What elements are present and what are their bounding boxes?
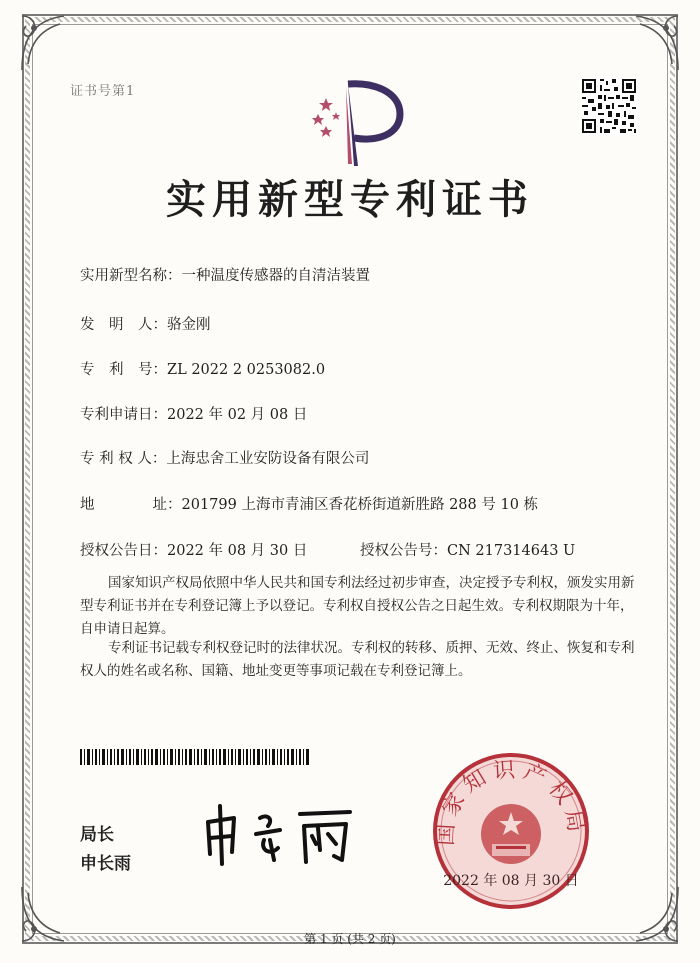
barcode-icon <box>80 749 310 765</box>
field-label: 地 址： <box>80 497 182 513</box>
field-value: 201799 上海市青浦区香花桥街道新胜路 288 号 10 栋 <box>181 497 539 513</box>
field-value: 一种温度传感器的自清洁装置 <box>181 268 370 284</box>
statement-paragraph: 国家知识产权局依照中华人民共和国专利法经过初步审查，决定授予专利权，颁发实用新型专利证书并在专利登记簿上予以登记。专利权自授权公告之日起生效。专利权期限为十年，自申请日起算。 <box>80 575 635 637</box>
field-grant-number <box>360 539 575 560</box>
field-value: CN 217314643 U <box>447 543 576 559</box>
field-patentee <box>80 447 369 468</box>
seal-arc-text: 国家知识产权局 <box>433 757 590 847</box>
field-filing-date <box>80 403 307 424</box>
field-patent-number <box>80 358 325 379</box>
field-label: 发 明 人： <box>80 317 167 333</box>
page-number-footer: 第 1 页 (共 2 页) <box>304 932 396 946</box>
field-label: 实用新型名称： <box>80 268 182 284</box>
cnipa-logo-icon <box>296 78 408 170</box>
field-utility-model-name <box>80 264 370 285</box>
qr-code-icon <box>580 77 638 135</box>
signer-name: 申长雨 <box>80 854 131 874</box>
official-seal <box>430 750 592 912</box>
field-grant-date <box>80 539 307 560</box>
corner-ornament-icon <box>14 8 84 78</box>
handwritten-signature <box>200 800 360 870</box>
signer-title: 局长 <box>80 825 114 845</box>
field-value: 上海忠舍工业安防设备有限公司 <box>166 451 370 467</box>
field-label: 专利申请日： <box>80 407 167 423</box>
field-label: 授权公告日： <box>80 543 167 559</box>
seal-date: 2022 年 08 月 30 日 <box>443 873 579 889</box>
field-value: ZL 2022 2 0253082.0 <box>167 362 326 378</box>
field-value: 骆金刚 <box>167 317 211 333</box>
field-address <box>80 493 538 514</box>
corner-ornament-icon <box>616 8 686 78</box>
field-inventor <box>80 313 211 334</box>
statement-paragraph: 专利证书记载专利权登记时的法律状况。专利权的转移、质押、无效、终止、恢复和专利权人的姓名或名称、国籍、地址变更等事项记载在专利登记簿上。 <box>80 640 635 679</box>
field-label: 专 利 号： <box>80 362 167 378</box>
field-value: 2022 年 08 月 30 日 <box>167 543 308 559</box>
certificate-title: 实用新型专利证书 <box>166 176 534 223</box>
certificate-number-label: 证书号第1 <box>70 84 136 99</box>
field-value: 2022 年 02 月 08 日 <box>167 407 308 423</box>
field-label: 专 利 权 人： <box>80 451 167 467</box>
field-label: 授权公告号： <box>360 543 447 559</box>
